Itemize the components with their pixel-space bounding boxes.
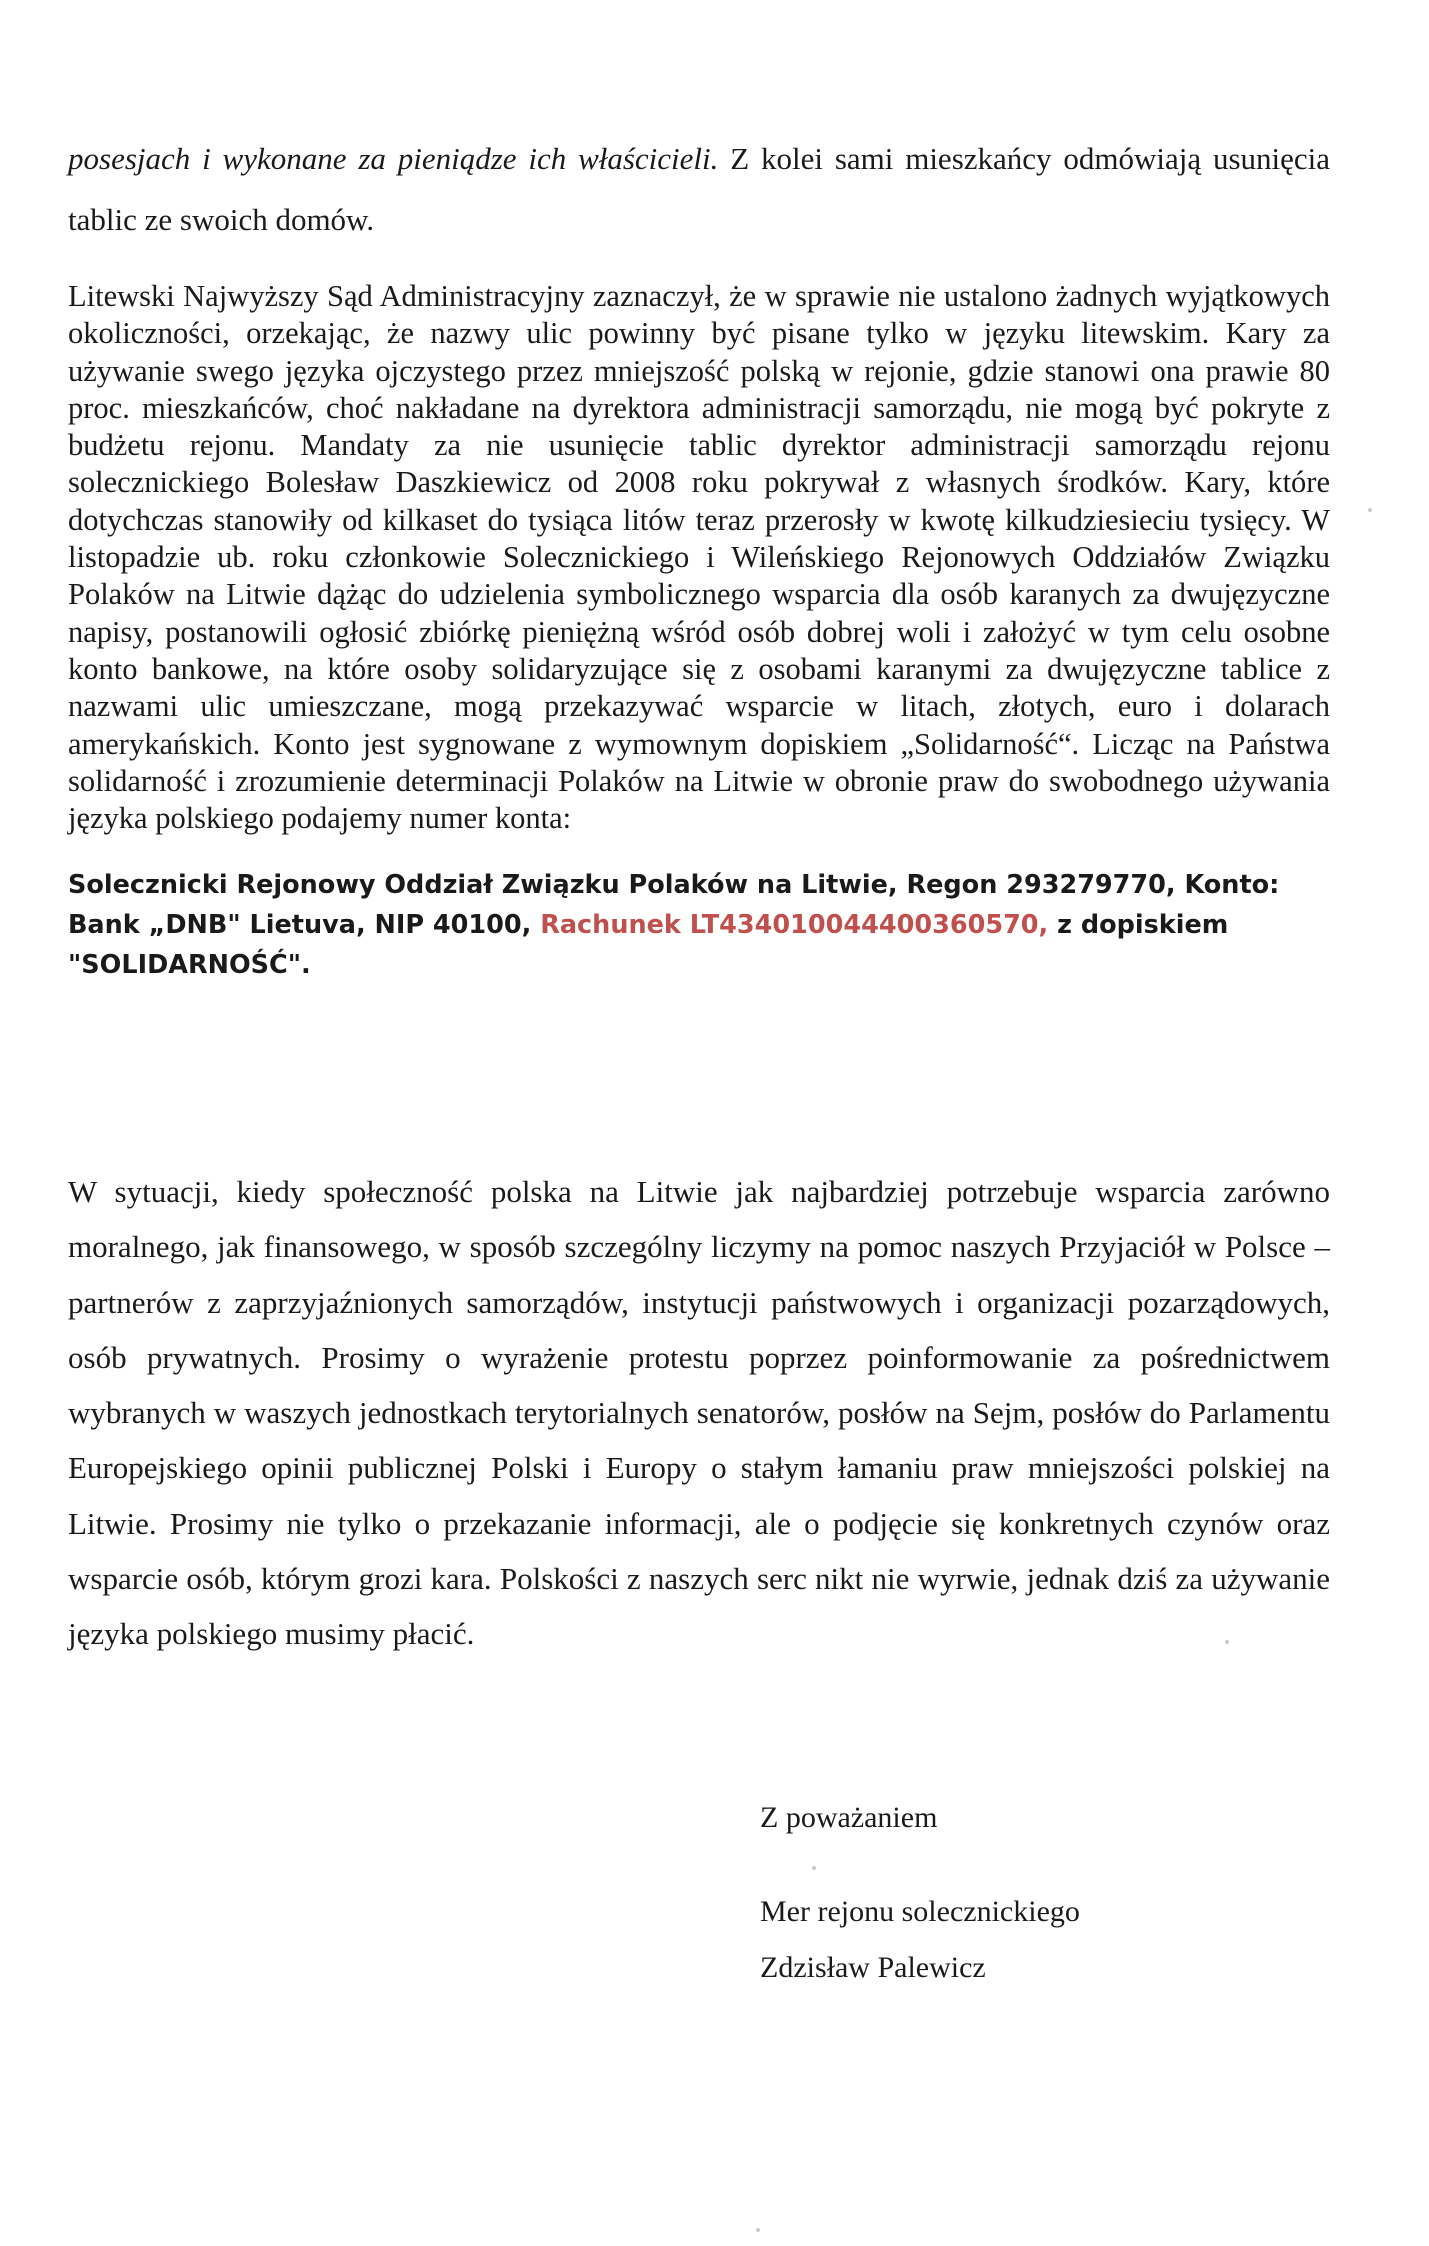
scan-speck: [1368, 508, 1372, 512]
signature-greeting: Z poważaniem: [760, 1801, 938, 1834]
account-note-text: z dopiskiem "SOLIDARNOŚĆ".: [68, 910, 1229, 980]
signature-name: Zdzisław Palewicz: [760, 1951, 986, 1984]
scan-speck: [812, 1866, 816, 1870]
account-main-text: Solecznicki Rejonowy Oddział Związku Polaków na Litwie, Regon 293279770, Konto: Bank „DNB" Lietuva, NIP 40100,: [68, 870, 1280, 940]
intro-text: Z kolei sami mieszkańcy odmówiają usunięcia tablic ze swoich domów.: [68, 141, 1331, 237]
appeal-paragraph: W sytuacji, kiedy społeczność polska na Litwie jak najbardziej potrzebuje wsparcia zarówno moralnego, jak finansowego, w sposób szczególny liczymy na pomoc naszych Przyjaciół w Polsce – partnerów z zaprzyjaźnionych samorządów, instytucji państwowych i organizacji pozarządowych, osób prywatnych. Prosimy o wyrażenie protestu poprzez poinformowanie za pośrednictwem wybranych w waszych jednostkach terytorialnych senatorów, posłów na Sejm, posłów do Parlamentu Europejskiego opinii publicznej Polski i Europy o stałym łamaniu praw mniejszości polskiej na Litwie. Prosimy nie tylko o przekazanie informacji, ale o podjęcie się konkretnych czynów oraz wsparcie osób, którym grozi kara. Polskości z naszych serc nikt nie wyrwie, jednak dziś za używanie języka polskiego musimy płacić.: [68, 1174, 1330, 1652]
scan-speck: [756, 2228, 760, 2232]
account-number: Rachunek LT434010044400360570,: [540, 910, 1049, 940]
signature-title: Mer rejonu solecznickiego: [760, 1895, 1080, 1928]
scan-speck: [1225, 1640, 1229, 1644]
intro-italic-text: posesjach i wykonane za pieniądze ich właścicieli.: [68, 141, 719, 176]
intro-paragraph: [68, 128, 1330, 250]
bank-account-paragraph: [68, 865, 1348, 985]
court-ruling-paragraph: Litewski Najwyższy Sąd Administracyjny zaznaczył, że w sprawie nie ustalono żadnych wyjątkowych okoliczności, orzekając, że nazwy ulic powinny być pisane tylko w języku litewskim. Kary za używanie swego języka ojczystego przez mniejszość polską w rejonie, gdzie stanowi ona prawie 80 proc. mieszkańców, choć nakładane na dyrektora administracji samorządu, nie mogą być pokryte z budżetu rejonu. Mandaty za nie usunięcie tablic dyrektor administracji samorządu rejonu solecznickiego Bolesław Daszkiewicz od 2008 roku pokrywał z własnych środków. Kary, które dotychczas stanowiły od kilkaset do tysiąca litów teraz przerosły w kwotę kilkudziesieciu tysięcy. W listopadzie ub. roku członkowie Solecznickiego i Wileńskiego Rejonowych Oddziałów Związku Polaków na Litwie dążąc do udzielenia symbolicznego wsparcia dla osób karanych za dwujęzyczne napisy, postanowili ogłosić zbiórkę pieniężną wśród osób dobrej woli i założyć w tym celu osobne konto bankowe, na które osoby solidaryzujące się z osobami karanymi za dwujęzyczne tablice z nazwami ulic umieszczane, mogą przekazywać wsparcie w litach, złotych, euro i dolarach amerykańskich. Konto jest sygnowane z wymownym dopiskiem „Solidarność“. Licząc na Państwa solidarność i zrozumienie determinacji Polaków na Litwie w obronie praw do swobodnego używania języka polskiego podajemy numer konta:: [68, 279, 1330, 836]
